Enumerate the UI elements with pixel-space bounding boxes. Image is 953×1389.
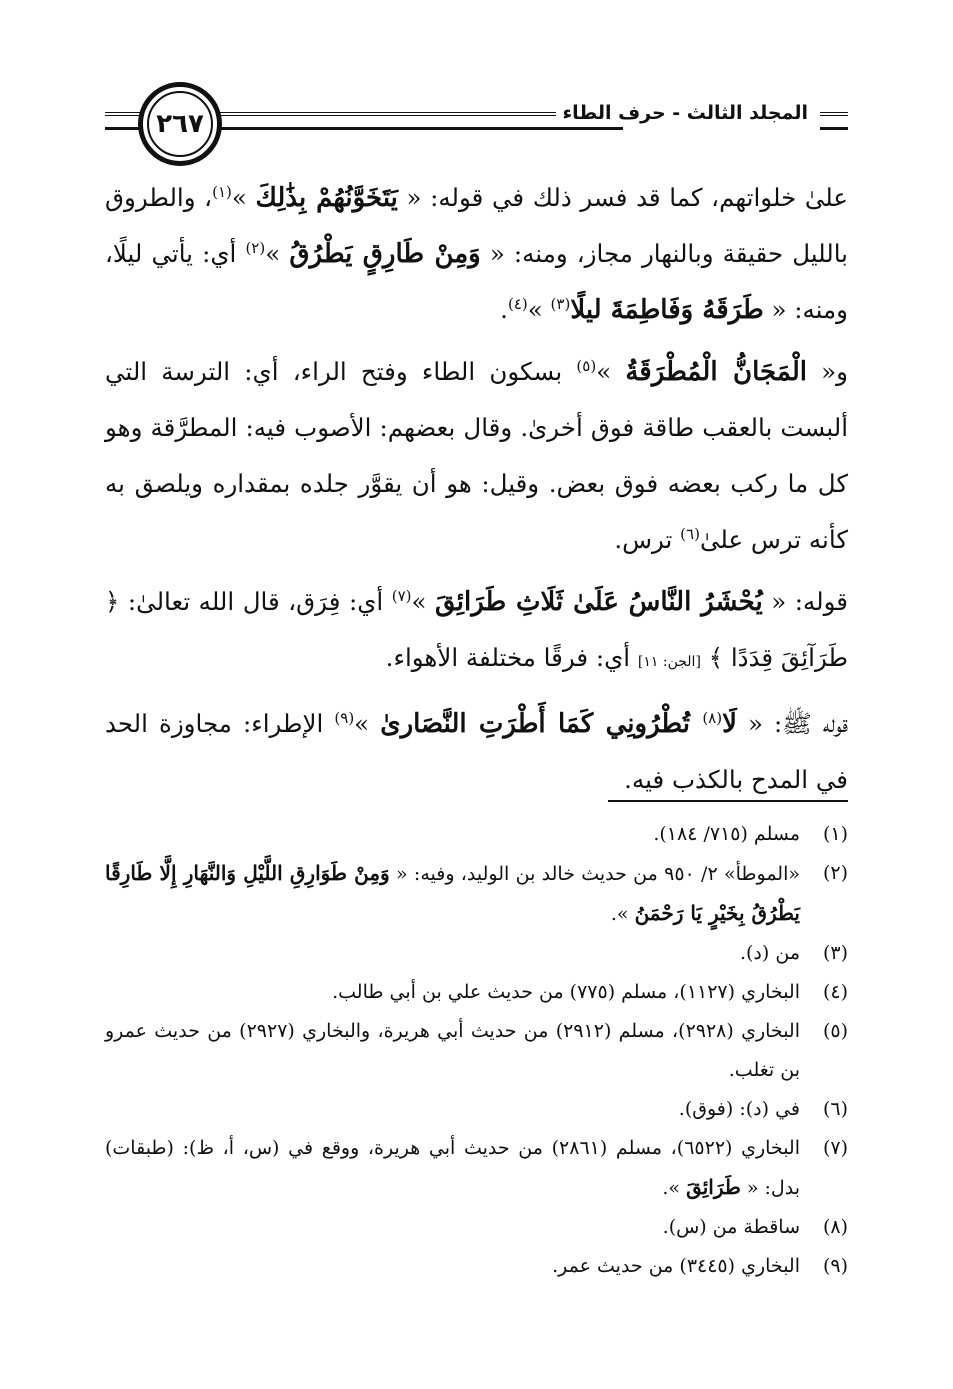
- footnote-number: (٨): [822, 1216, 848, 1238]
- text-run: »: [596, 357, 626, 386]
- text-run: بسكون الطاء وفتح الراء، أي: الترسة التي ألبست بالعقب طاقة فوق أخرىٰ. وقال بعضهم: الأصوب فيه: المطرَّقة وهو كل ما ركب بعضه فوق بعض. وقيل: هو أن يقوَّر جلده بمقداره ويلصق به كأنه ترس علىٰ: [105, 357, 848, 554]
- footnote-text: البخاري (٢٩٢٨)، مسلم (٢٩١٢) من حديث أبي هريرة، والبخاري (٢٩٢٧) من حديث عمرو بن تغلب.: [105, 1020, 800, 1081]
- footnote-number: (٩): [822, 1255, 848, 1277]
- footnote-8: [105, 1208, 848, 1247]
- footnote-5: [105, 1012, 848, 1090]
- text-run: ترس.: [614, 525, 681, 554]
- footnote-text: ساقطة من (س).: [662, 1216, 800, 1238]
- running-title: المجلد الثالث - حرف الطاء: [556, 102, 814, 124]
- footnote-1: [105, 815, 848, 854]
- page-number: ٢٦٧: [147, 91, 213, 157]
- hadith-quote: تُطْرُونِي كَمَا أَطْرَتِ النَّصَارىٰ: [380, 709, 703, 739]
- paragraph-3: [105, 574, 848, 690]
- text-run: »: [265, 239, 290, 268]
- footnote-text: البخاري (٣٤٤٥) من حديث عمر.: [552, 1255, 800, 1277]
- footnote-ref[interactable]: (٢): [245, 238, 266, 257]
- footnote-2: [105, 854, 848, 934]
- paragraph-2: [105, 344, 848, 568]
- page-header: [105, 82, 848, 170]
- text-run: ».: [662, 1177, 687, 1199]
- footnote-ref[interactable]: (٦): [680, 524, 700, 543]
- text-run: أي: فرقًا مختلفة الأهواء.: [385, 643, 638, 672]
- footnote-text: [105, 1129, 800, 1208]
- footnote-ref[interactable]: (٣): [550, 294, 571, 313]
- paragraph-1: [105, 170, 848, 338]
- footnote-7: [105, 1129, 848, 1208]
- hadith-quote: طَرَائِقَ: [686, 1175, 741, 1199]
- hadith-quote: طَرَقَهُ وَفَاطِمَةَ ليلًا: [570, 295, 764, 325]
- hadith-quote: لَا: [722, 709, 737, 739]
- footnote-text: مسلم (٧١٥/ ١٨٤).: [653, 823, 800, 845]
- hadith-quote: يُحْشَرُ النَّاسُ عَلَىٰ ثَلَاثِ طَرَائِقَ: [435, 587, 763, 617]
- text-run: .: [500, 295, 508, 324]
- text-run: »: [527, 295, 551, 324]
- footnote-text: [105, 854, 800, 934]
- footnote-number: (١): [822, 823, 848, 845]
- text-run: قوله: «: [762, 587, 848, 616]
- footnote-number: (٣): [822, 942, 848, 964]
- footnote-ref[interactable]: (٩): [334, 708, 355, 727]
- header-rule-tail: [820, 112, 848, 130]
- text-run: علىٰ خلواتهم، كما قد فسر ذلك في قوله: «: [397, 183, 848, 212]
- text-run: »: [411, 587, 436, 616]
- footnote-number: (٤): [822, 981, 848, 1003]
- text-run: »: [231, 183, 256, 212]
- footnote-text: في (د): (فوق).: [678, 1098, 800, 1120]
- footnote-number: (٢): [822, 862, 848, 884]
- footnote-3: [105, 934, 848, 973]
- text-run: و«: [807, 357, 848, 386]
- page-number-badge: [138, 82, 222, 166]
- text-run: قوله ﷺ: «: [736, 709, 848, 738]
- text-run: «الموطأ» ٢/ ٩٥٠ من حديث خالد بن الوليد، وفيه: «: [389, 863, 800, 885]
- footnote-4: [105, 973, 848, 1012]
- text-run: »: [354, 709, 381, 738]
- footnote-text: من (د).: [739, 942, 800, 964]
- text-run: أي: يأتي ليلًا، ومنه: «: [105, 239, 848, 324]
- paragraph-4: [105, 696, 848, 808]
- footnote-ref[interactable]: (٨): [702, 708, 723, 727]
- text-run: ».: [610, 903, 635, 925]
- footnote-ref[interactable]: (٤): [507, 294, 528, 313]
- footnote-ref[interactable]: (١): [212, 182, 232, 201]
- footnote-9: [105, 1247, 848, 1286]
- footnote-ref[interactable]: (٧): [391, 586, 412, 605]
- footnote-number: (٦): [822, 1098, 848, 1120]
- hadith-quote: وَمِنْ طَارِقٍ يَطْرُقُ: [289, 239, 481, 269]
- hadith-quote: وَمِنْ طَوَارِقِ اللَّيْلِ وَالنَّهَارِ إِلَّا طَارِقًا يَطْرُقُ بِخَيْرٍ يَا رَحْمَنُ: [105, 861, 800, 925]
- text-run: أي: فِرَق، قال الله تعالىٰ: ﴿ طَرَآئِقَ قِدَدًا ﴾: [105, 587, 848, 672]
- footnote-separator: [608, 800, 848, 802]
- hadith-quote: الْمَجَانُّ الْمُطْرَقَةُ: [625, 357, 807, 387]
- footnote-ref[interactable]: (٥): [576, 356, 597, 375]
- main-text: [105, 170, 848, 814]
- text-run: ، والطروق بالليل حقيقة وبالنهار مجاز، ومنه: «: [105, 183, 848, 268]
- text-run: الإطراء: مجاوزة الحد في المدح بالكذب فيه.: [105, 709, 848, 794]
- quran-reference: [الجن: ١١]: [637, 654, 701, 670]
- footnote-number: (٥): [822, 1020, 848, 1042]
- footnotes: [105, 815, 848, 1286]
- footnote-6: [105, 1090, 848, 1129]
- text-run: البخاري (٦٥٢٢)، مسلم (٢٨٦١) من حديث أبي هريرة، ووقع في (س، أ، ظ): (طبقات) بدل: «: [105, 1137, 801, 1199]
- hadith-quote: يَتَخَوَّنُهُمْ بِذَٰلِكَ: [255, 183, 398, 213]
- footnote-text: البخاري (١١٢٧)، مسلم (٧٧٥) من حديث علي بن أبي طالب.: [332, 981, 800, 1003]
- footnote-number: (٧): [822, 1137, 848, 1159]
